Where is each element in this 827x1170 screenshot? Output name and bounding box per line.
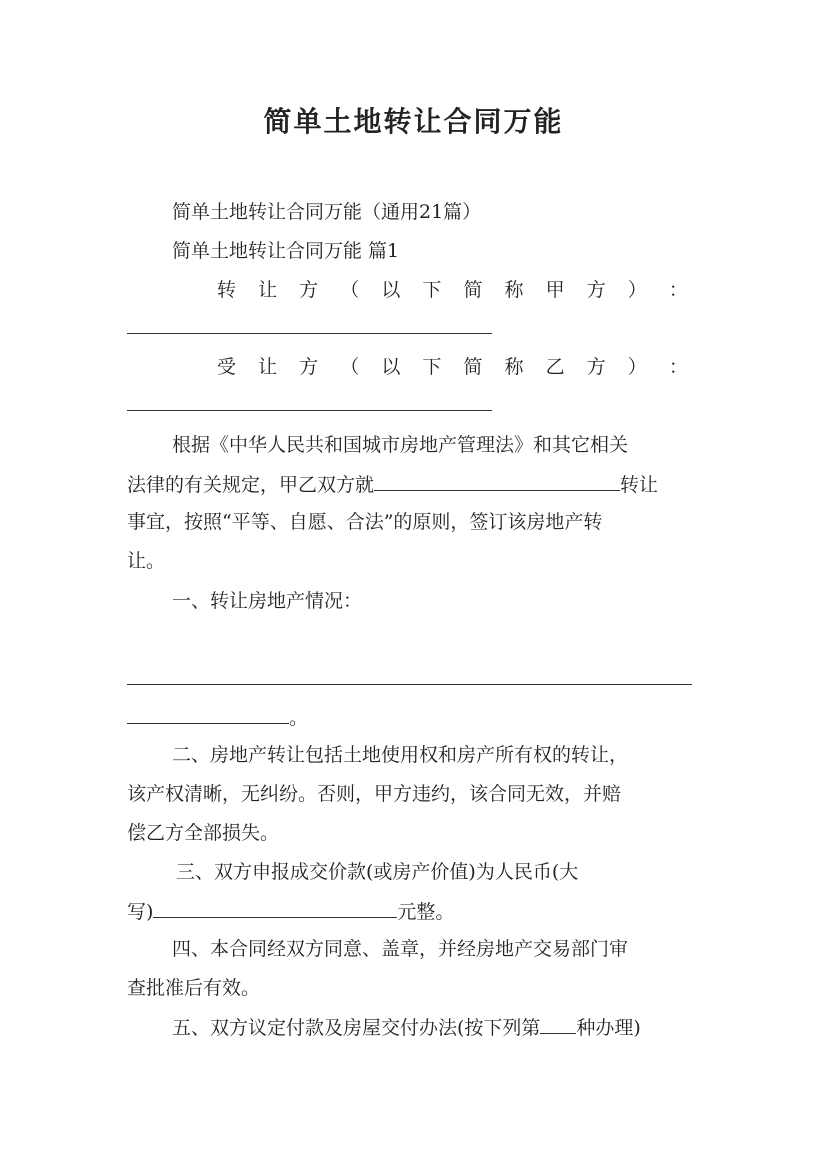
item3-line1: 三、双方申报成交价款(或房产价值)为人民币(大 [176, 861, 579, 883]
transferee-label: 受 让 方 （ 以 下 简 称 乙 方 ） ： [217, 356, 688, 378]
item3-line2: 写) 元整。 [127, 901, 455, 923]
item2-line1: 二、房地产转让包括土地使用权和房产所有权的转让， [172, 744, 629, 766]
option-blank [540, 1015, 576, 1034]
item2-line3: 偿乙方全部损失。 [127, 822, 280, 844]
item2-line2: 该产权清晰，无纠纷。否则，甲方违约，该合同无效，并赔 [127, 783, 622, 805]
property-blank [374, 472, 620, 491]
collection-subtitle: 简单土地转让合同万能（通用21篇） [172, 201, 482, 223]
item1-blank-line1 [127, 684, 692, 685]
para1-line3: 事宜，按照“平等、自愿、合法”的原则，签订该房地产转 [127, 511, 603, 533]
document-title: 简单土地转让合同万能 [263, 105, 564, 138]
item1-line2: 。 [127, 705, 308, 730]
item1-blank-line2 [127, 705, 289, 724]
transferee-blank [127, 410, 492, 411]
item4-line1: 四、本合同经双方同意、盖章，并经房地产交易部门审 [172, 938, 629, 960]
item5-line1: 五、双方议定付款及房屋交付办法(按下列第 种办理) [172, 1017, 641, 1039]
item4-line2: 查批准后有效。 [127, 977, 261, 999]
price-blank [153, 899, 397, 918]
transferor-blank [127, 333, 492, 334]
item1-heading: 一、转让房地产情况： [172, 590, 363, 612]
para1-line4: 让。 [127, 550, 166, 572]
para1-line1: 根据《中华人民共和国城市房地产管理法》和其它相关 [172, 434, 629, 456]
section-heading: 简单土地转让合同万能 篇1 [172, 240, 400, 262]
transferor-label: 转 让 方 （ 以 下 简 称 甲 方 ） ： [217, 279, 688, 301]
para1-line2: 法律的有关规定，甲乙双方就 转让 [127, 474, 659, 496]
